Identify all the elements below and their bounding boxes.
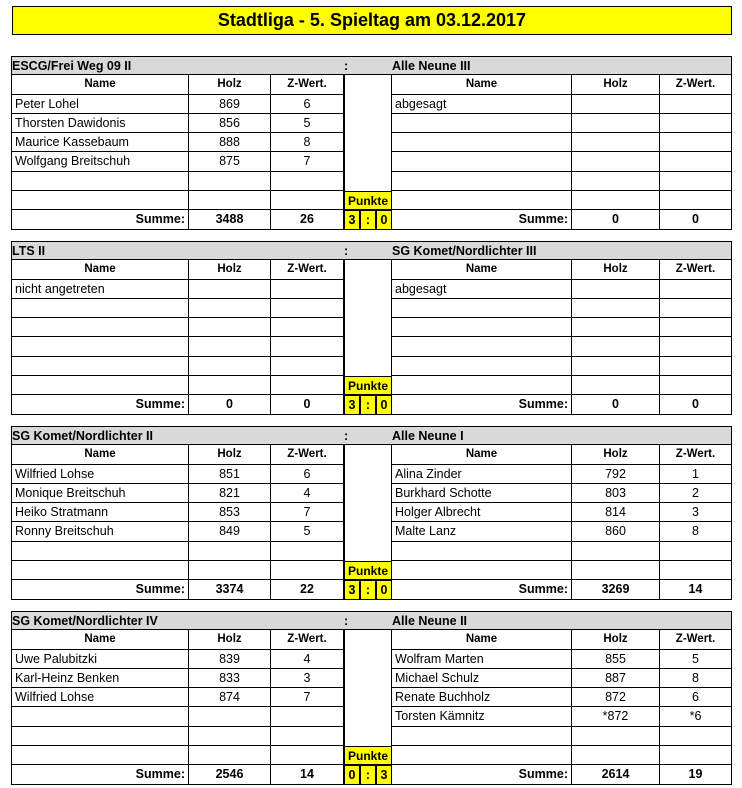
away-player-zwert [660,114,732,133]
home-player-name: Wilfried Lohse [11,465,189,484]
col-header-name: Name [11,630,189,649]
away-team-name: Alle Neune II [392,611,732,630]
col-header-name: Name [11,445,189,464]
home-player-name: Wolfgang Breitschuh [11,152,189,171]
home-player-zwert: 7 [271,503,344,522]
away-player-zwert: 8 [660,522,732,541]
home-player-zwert [271,191,344,210]
away-player-zwert [660,561,732,580]
col-header-holz: Holz [572,445,660,464]
away-player-holz [572,357,660,376]
home-player-name: Heiko Stratmann [11,503,189,522]
away-player-zwert [660,318,732,337]
col-header-zwert: Z-Wert. [660,75,732,94]
away-player-zwert [660,299,732,318]
away-sum-zwert: 0 [660,395,732,414]
home-player-holz: 874 [189,688,271,707]
away-player-holz [572,299,660,318]
home-player-holz [189,357,271,376]
away-points: 0 [376,210,392,229]
team-separator: : [344,611,392,630]
away-points: 0 [376,395,392,414]
away-player-zwert: 3 [660,503,732,522]
away-player-name [392,337,572,356]
home-player-holz [189,172,271,191]
away-player-holz: 887 [572,669,660,688]
home-player-holz: 839 [189,650,271,669]
home-player-name [11,172,189,191]
away-player-name [392,152,572,171]
home-player-holz: 849 [189,522,271,541]
home-player-name [11,337,189,356]
match-score [344,765,392,784]
home-player-zwert [271,746,344,765]
away-sum-holz: 0 [572,210,660,229]
away-player-name: Holger Albrecht [392,503,572,522]
home-player-zwert [271,318,344,337]
home-sum-zwert: 26 [271,210,344,229]
middle-spacer [344,445,392,464]
home-points: 3 [344,210,360,229]
home-player-name [11,707,189,726]
away-player-name [392,542,572,561]
away-player-holz [572,337,660,356]
col-header-zwert: Z-Wert. [660,445,732,464]
middle-spacer [344,75,392,94]
col-header-zwert: Z-Wert. [271,75,344,94]
home-player-zwert [271,357,344,376]
away-player-holz: *872 [572,707,660,726]
col-header-zwert: Z-Wert. [271,260,344,279]
away-player-holz [572,318,660,337]
home-player-name: Karl-Heinz Benken [11,669,189,688]
middle-spacer [344,172,392,191]
home-player-holz [189,542,271,561]
away-player-holz [572,727,660,746]
score-separator: : [360,210,376,229]
home-player-holz [189,191,271,210]
home-player-zwert: 7 [271,152,344,171]
away-player-holz [572,133,660,152]
middle-spacer [344,669,392,688]
away-player-zwert: 5 [660,650,732,669]
match-score [344,580,392,599]
score-separator: : [360,580,376,599]
away-player-zwert [660,357,732,376]
home-team-name: ESCG/Frei Weg 09 II [11,56,344,75]
col-header-holz: Holz [189,260,271,279]
home-player-name: Peter Lohel [11,95,189,114]
home-sum-zwert: 0 [271,395,344,414]
away-sum-holz: 0 [572,395,660,414]
home-player-holz: 888 [189,133,271,152]
away-sum-zwert: 0 [660,210,732,229]
away-player-name: Burkhard Schotte [392,484,572,503]
away-player-name [392,357,572,376]
col-header-name: Name [392,445,572,464]
col-header-name: Name [11,75,189,94]
home-player-name [11,318,189,337]
away-player-zwert [660,727,732,746]
middle-spacer [344,503,392,522]
home-player-name [11,746,189,765]
home-player-holz: 833 [189,669,271,688]
away-player-holz: 855 [572,650,660,669]
home-sum-label: Summe: [11,580,189,599]
home-player-holz [189,707,271,726]
home-player-holz: 821 [189,484,271,503]
home-sum-label: Summe: [11,210,189,229]
col-header-zwert: Z-Wert. [271,445,344,464]
home-points: 3 [344,580,360,599]
away-player-name [392,191,572,210]
away-player-zwert [660,542,732,561]
middle-spacer [344,484,392,503]
away-sum-label: Summe: [392,395,572,414]
home-player-name: Wilfried Lohse [11,688,189,707]
away-player-holz: 872 [572,688,660,707]
away-player-name: Alina Zinder [392,465,572,484]
away-player-holz [572,280,660,299]
away-team-name: Alle Neune I [392,426,732,445]
away-player-name [392,299,572,318]
home-sum-zwert: 22 [271,580,344,599]
match-table [11,56,732,230]
middle-spacer [344,650,392,669]
home-player-zwert: 5 [271,114,344,133]
away-player-name [392,114,572,133]
away-player-holz [572,542,660,561]
home-player-zwert [271,707,344,726]
away-team-name: SG Komet/Nordlichter III [392,241,732,260]
home-player-zwert [271,542,344,561]
middle-spacer [344,114,392,133]
team-separator: : [344,241,392,260]
away-player-holz: 803 [572,484,660,503]
points-label: Punkte [344,376,392,395]
home-player-name [11,191,189,210]
match-score [344,210,392,229]
away-player-zwert [660,337,732,356]
away-player-zwert [660,95,732,114]
middle-spacer [344,357,392,376]
middle-spacer [344,542,392,561]
home-player-holz [189,746,271,765]
away-player-name: abgesagt [392,95,572,114]
home-player-holz: 856 [189,114,271,133]
home-player-zwert [271,337,344,356]
home-player-zwert: 6 [271,465,344,484]
points-label: Punkte [344,561,392,580]
home-team-name: SG Komet/Nordlichter II [11,426,344,445]
home-player-zwert [271,280,344,299]
home-player-zwert: 3 [271,669,344,688]
home-player-zwert: 6 [271,95,344,114]
home-player-zwert: 5 [271,522,344,541]
home-sum-holz: 3488 [189,210,271,229]
middle-spacer [344,280,392,299]
away-player-holz [572,152,660,171]
middle-spacer [344,727,392,746]
home-player-zwert [271,172,344,191]
home-team-name: SG Komet/Nordlichter IV [11,611,344,630]
away-player-name: Wolfram Marten [392,650,572,669]
col-header-holz: Holz [189,630,271,649]
col-header-zwert: Z-Wert. [660,630,732,649]
home-player-holz: 853 [189,503,271,522]
away-sum-label: Summe: [392,765,572,784]
away-player-zwert: *6 [660,707,732,726]
home-player-holz [189,561,271,580]
away-sum-label: Summe: [392,580,572,599]
home-player-name [11,542,189,561]
home-player-name [11,376,189,395]
home-player-name: Monique Breitschuh [11,484,189,503]
away-player-holz: 860 [572,522,660,541]
col-header-name: Name [392,75,572,94]
home-team-name: LTS II [11,241,344,260]
col-header-holz: Holz [572,630,660,649]
home-player-name: Thorsten Dawidonis [11,114,189,133]
home-points: 0 [344,765,360,784]
home-points: 3 [344,395,360,414]
middle-spacer [344,152,392,171]
home-player-zwert [271,561,344,580]
middle-spacer [344,630,392,649]
score-separator: : [360,395,376,414]
home-player-holz [189,727,271,746]
score-separator: : [360,765,376,784]
home-player-name [11,299,189,318]
home-sum-label: Summe: [11,765,189,784]
match-table [11,241,732,415]
home-player-zwert: 7 [271,688,344,707]
away-sum-label: Summe: [392,210,572,229]
away-player-zwert: 8 [660,669,732,688]
middle-spacer [344,688,392,707]
away-sum-zwert: 19 [660,765,732,784]
team-separator: : [344,426,392,445]
middle-spacer [344,707,392,726]
col-header-holz: Holz [572,260,660,279]
home-player-name: nicht angetreten [11,280,189,299]
home-sum-holz: 0 [189,395,271,414]
away-player-zwert: 2 [660,484,732,503]
away-player-zwert [660,172,732,191]
away-sum-zwert: 14 [660,580,732,599]
middle-spacer [344,299,392,318]
page-title: Stadtliga - 5. Spieltag am 03.12.2017 [12,6,732,35]
middle-spacer [344,318,392,337]
away-player-holz: 792 [572,465,660,484]
home-sum-zwert: 14 [271,765,344,784]
away-player-holz: 814 [572,503,660,522]
away-player-zwert [660,376,732,395]
away-player-zwert [660,280,732,299]
match-score [344,395,392,414]
home-player-holz [189,280,271,299]
away-player-name [392,561,572,580]
points-label: Punkte [344,746,392,765]
away-player-name: Michael Schulz [392,669,572,688]
away-player-holz [572,191,660,210]
away-player-name [392,172,572,191]
away-player-name [392,318,572,337]
away-player-holz [572,746,660,765]
points-label: Punkte [344,191,392,210]
middle-spacer [344,465,392,484]
away-player-name: abgesagt [392,280,572,299]
away-player-holz [572,114,660,133]
home-player-zwert: 4 [271,650,344,669]
home-player-name [11,561,189,580]
middle-spacer [344,337,392,356]
home-player-holz: 869 [189,95,271,114]
away-player-holz [572,95,660,114]
away-player-zwert: 1 [660,465,732,484]
away-player-name [392,727,572,746]
home-player-holz: 875 [189,152,271,171]
home-player-name: Ronny Breitschuh [11,522,189,541]
away-player-zwert: 6 [660,688,732,707]
home-player-zwert: 4 [271,484,344,503]
away-player-name [392,376,572,395]
away-player-name [392,133,572,152]
away-team-name: Alle Neune III [392,56,732,75]
match-table [11,611,732,785]
col-header-zwert: Z-Wert. [660,260,732,279]
away-player-name: Torsten Kämnitz [392,707,572,726]
home-player-zwert [271,376,344,395]
home-player-holz [189,376,271,395]
col-header-name: Name [392,260,572,279]
col-header-name: Name [392,630,572,649]
home-player-zwert [271,727,344,746]
middle-spacer [344,133,392,152]
home-player-name [11,357,189,376]
home-player-name: Maurice Kassebaum [11,133,189,152]
home-player-zwert [271,299,344,318]
col-header-holz: Holz [189,445,271,464]
away-player-name [392,746,572,765]
col-header-holz: Holz [572,75,660,94]
away-player-name: Malte Lanz [392,522,572,541]
away-player-zwert [660,133,732,152]
away-player-name: Renate Buchholz [392,688,572,707]
col-header-name: Name [11,260,189,279]
match-table [11,426,732,600]
away-points: 3 [376,765,392,784]
middle-spacer [344,95,392,114]
home-sum-label: Summe: [11,395,189,414]
home-player-name: Uwe Palubitzki [11,650,189,669]
home-player-zwert: 8 [271,133,344,152]
team-separator: : [344,56,392,75]
home-sum-holz: 3374 [189,580,271,599]
middle-spacer [344,260,392,279]
home-player-holz [189,337,271,356]
away-player-holz [572,376,660,395]
away-player-zwert [660,152,732,171]
col-header-zwert: Z-Wert. [271,630,344,649]
away-player-holz [572,172,660,191]
home-player-holz [189,318,271,337]
away-player-zwert [660,191,732,210]
away-points: 0 [376,580,392,599]
middle-spacer [344,522,392,541]
away-player-zwert [660,746,732,765]
away-sum-holz: 3269 [572,580,660,599]
col-header-holz: Holz [189,75,271,94]
away-player-holz [572,561,660,580]
away-sum-holz: 2614 [572,765,660,784]
home-sum-holz: 2546 [189,765,271,784]
home-player-holz [189,299,271,318]
home-player-holz: 851 [189,465,271,484]
home-player-name [11,727,189,746]
